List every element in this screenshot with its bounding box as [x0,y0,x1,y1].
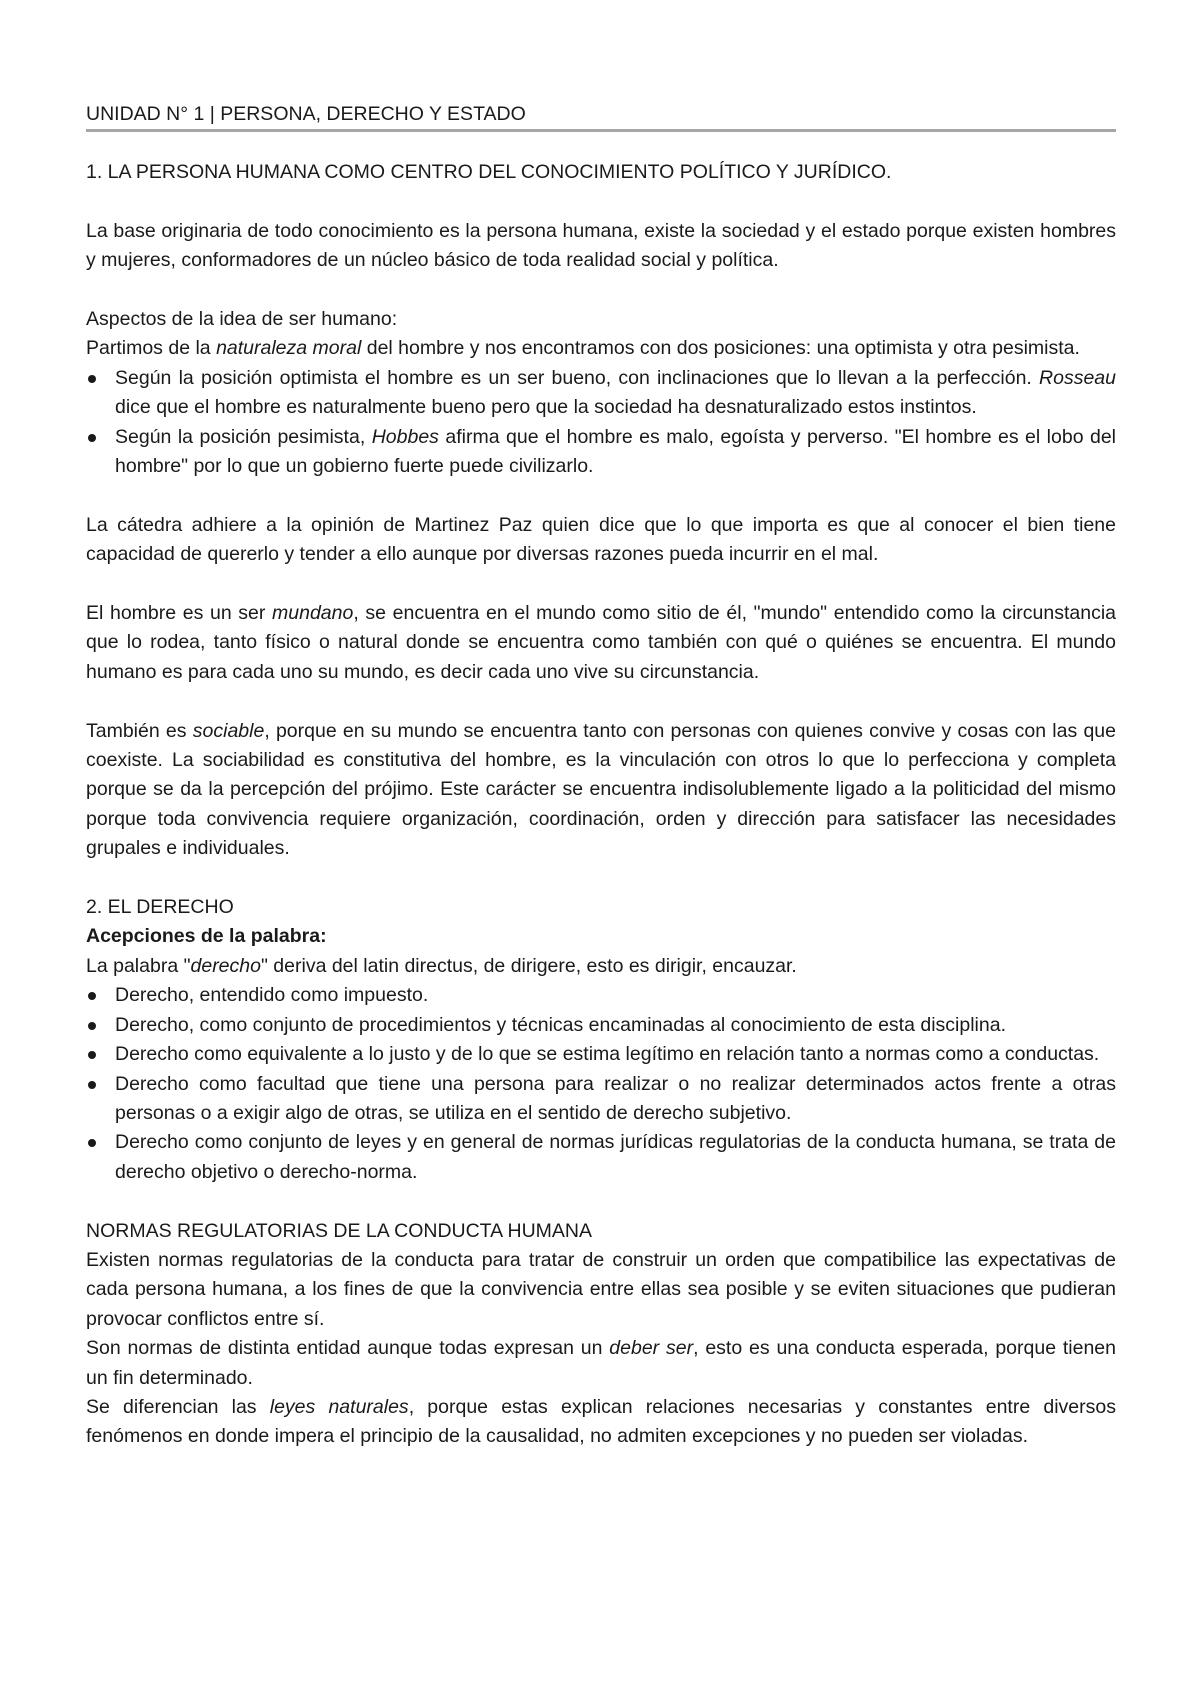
bullet-icon [88,1022,96,1030]
section-3-paragraph-1: Existen normas regulatorias de la conducta para tratar de construir un orden que compatibilice las expectativas de cada persona humana, a los fines de que la convivencia entre ellas sea posible y se eviten situaciones que pudieran provocar conflictos entre sí. [86,1248,1116,1330]
bullet-icon [88,1081,96,1089]
section-2-subtitle: Acepciones de la palabra: [86,925,327,948]
list-item: Derecho, como conjunto de procedimientos y técnicas encaminadas al conocimiento de esta disciplina. [86,1011,1116,1040]
list-item: Según la posición optimista el hombre es un ser bueno, con inclinaciones que lo llevan a la perfección. Rosseau dice que el hombre es naturalmente bueno pero que la sociedad ha desnaturalizado estos instintos. [86,364,1116,423]
section-1-paragraph-5: También es sociable, porque en su mundo se encuentra tanto con personas con quienes convive y cosas con las que coexiste. La sociabilidad es constitutiva del hombre, es la vinculación con otros lo que lo perfecciona y completa porque se da la percepción del prójimo. Este carácter se encuentra indisolublemente ligado a la politicidad del mismo porque toda convivencia requiere organización, coordinación, orden y dirección para satisfacer las necesidades grupales e individuales. [86,719,1116,860]
unit-header: UNIDAD N° 1 | PERSONA, DERECHO Y ESTADO [86,100,1116,132]
list-item: Derecho como conjunto de leyes y en general de normas jurídicas regulatorias de la conducta humana, se trata de derecho objetivo o derecho-norma. [86,1128,1116,1187]
section-1-paragraph-2: Partimos de la naturaleza moral del hombre y nos encontramos con dos posiciones: una optimista y otra pesimista. [86,337,1080,360]
section-2-title: 2. EL DERECHO [86,896,234,919]
section-3-title: NORMAS REGULATORIAS DE LA CONDUCTA HUMANA [86,1219,593,1242]
bullet-icon [88,1051,96,1059]
aspects-heading: Aspectos de la idea de ser humano: [86,308,398,330]
list-item: Según la posición pesimista, Hobbes afirma que el hombre es malo, egoísta y perverso. "El hombre es el lobo del hombre" por lo que un gobierno fuerte puede civilizarlo. [86,423,1116,482]
section-1-paragraph-4: El hombre es un ser mundano, se encuentra en el mundo como sitio de él, "mundo" entendido como la circunstancia que lo rodea, tanto físico o natural donde se encuentra como también con qué o quiénes se encuentra. El mundo humano es para cada uno su mundo, es decir cada uno vive su circunstancia. [86,602,1116,683]
list-item: Derecho como facultad que tiene una persona para realizar o no realizar determinados actos frente a otras personas o a exigir algo de otras, se utiliza en el sentido de derecho subjetivo. [86,1070,1116,1129]
positions-list [86,364,1116,482]
meanings-list [86,981,1116,1187]
bullet-icon [88,434,96,442]
section-1-paragraph-1: La base originaria de todo conocimiento es la persona humana, existe la sociedad y el estado porque existen hombres y mujeres, conformadores de un núcleo básico de toda realidad social y política. [86,219,1116,272]
bullet-icon [88,992,96,1000]
document-body [86,100,1116,1452]
section-3-paragraph-3: Se diferencian las leyes naturales, porque estas explican relaciones necesarias y constantes entre diversos fenómenos en donde impera el principio de la causalidad, no admiten excepciones y no pueden ser violadas. [86,1395,1116,1448]
section-3-paragraph-2: Son normas de distinta entidad aunque todas expresan un deber ser, esto es una conducta esperada, porque tienen un fin determinado. [86,1337,1117,1389]
section-2-paragraph-1: La palabra "derecho" deriva del latin directus, de dirigere, esto es dirigir, encauzar. [86,954,797,977]
section-1-paragraph-3: La cátedra adhiere a la opinión de Martinez Paz quien dice que lo que importa es que al conocer el bien tiene capacidad de quererlo y tender a ello aunque por diversas razones pueda incurrir en el mal. [86,513,1116,566]
bullet-icon [88,375,96,383]
bullet-icon [88,1139,96,1147]
list-item: Derecho como equivalente a lo justo y de lo que se estima legítimo en relación tanto a normas como a conductas. [86,1040,1116,1069]
section-1-title: 1. LA PERSONA HUMANA COMO CENTRO DEL CONOCIMIENTO POLÍTICO Y JURÍDICO. [86,161,892,183]
list-item: Derecho, entendido como impuesto. [86,981,1116,1010]
